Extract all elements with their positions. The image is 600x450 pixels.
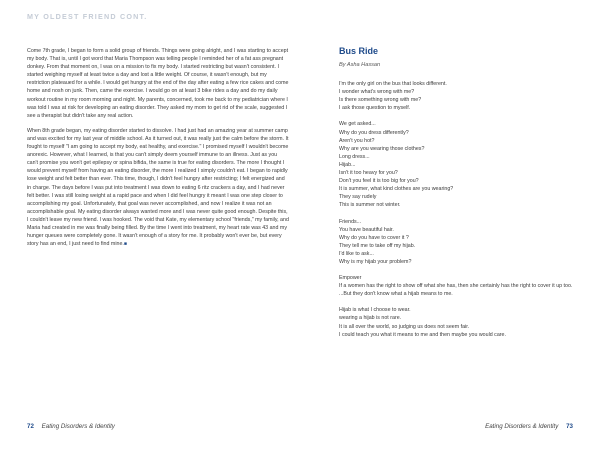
poem-line: Hijab...: [339, 161, 356, 168]
poem-line: I'd like to ask...: [339, 250, 374, 257]
poem-line: Hijab is what I choose to wear.: [339, 307, 411, 314]
poem-line: Friends...: [339, 218, 362, 225]
poem-line: I ask those question to myself.: [339, 105, 411, 112]
page-number: 73: [566, 423, 573, 430]
poem-line: I'm the only girl on the bus that looks different.: [339, 81, 447, 88]
poem-line: Why do you dress differently?: [339, 129, 409, 136]
essay-text: [27, 47, 289, 255]
poem-line: Why is my hijab your problem?: [339, 258, 412, 265]
footer-book-title: Eating Disorders & Identity: [485, 423, 559, 430]
right-page: [300, 0, 600, 450]
poem-line: ...But they don't know what a hijab means to me.: [339, 291, 453, 298]
end-of-article-icon: ■: [123, 241, 127, 248]
poem-line: We get asked...: [339, 121, 376, 128]
poem-line: Long dress...: [339, 153, 370, 160]
poem-line: Empower: [339, 275, 362, 282]
poem-line: Don't you feel it is too big for you?: [339, 178, 419, 185]
poem-stanza: [339, 274, 589, 298]
poem-line: If a women has the right to show off what she has, then she certainly has the right to cover it up too.: [339, 283, 573, 290]
poem-line: Why are you wearing those clothes?: [339, 145, 425, 152]
essay-paragraph: When 8th grade began, my eating disorder started to dissolve. I had just had an amazing year at summer camp and was excited for my last year of middle school. As it turned out, it was really just the calm before the storm. It fought to myself "I am going to accept my body, eat healthy, and exercise." I promised myself I wouldn't become anorexic. However, what I learned, is that you can't simply deem yourself immune to an illness. Just as you can't promise you won't get epilepsy or spina bifida, the same is true for eating disorders. The more I thought I would prevent myself from having an eating disorder, the more I realized I simply couldn't eat. I began to rapidly lose weight and felt better than ever. This time, though, I didn't feel hungry after restricting; I felt energized and in charge. The days before I was put into treatment I was down to eating 6 ritz crackers a day, and I had never felt better. I was still losing weight at a rapid pace and when I did feel hungry it meant I was one step closer to accomplishing my goal. Unfortunately, that goal was never accomplished, and now I realize it was not an accomplishable goal. My eating disorder always wanted more and I was never quite good enough. Despite this, I couldn't leave my new friend. I was hooked. The void that Kate, my elementary school "friends," my family, and Maria had created in me was finally being filled. By the time I went into treatment, my heart rate was 43 and my hunger queues were completely gone. It wasn't enough of a story for me. It probably won't ever be, but every story has an end, I just need to find mine.■: [27, 127, 289, 248]
page-number: 72: [27, 423, 34, 430]
poem-line: I wonder what's wrong with me?: [339, 89, 415, 96]
running-head: MY OLDEST FRIEND CONT.: [27, 12, 148, 21]
poem-line: It is all over the world, so judging us does not seem fair.: [339, 323, 470, 330]
poem-line: wearing a hijab is not rare.: [339, 315, 402, 322]
poem-line: They say rudely: [339, 194, 377, 201]
poem-line: It is summer, what kind clothes are you wearing?: [339, 186, 454, 193]
poem-stanza: [339, 80, 589, 112]
poem-stanzas: [339, 80, 589, 339]
poem-byline: By Asha Hassan: [339, 62, 381, 68]
poem-title: Bus Ride: [339, 46, 379, 56]
poem-stanza: [339, 120, 589, 209]
poem-line: This is summer not winter.: [339, 202, 401, 209]
poem-line: I could teach you what it means to me and then maybe you would care.: [339, 331, 506, 338]
poem: [339, 46, 589, 347]
page-footer-left: [27, 423, 115, 430]
poem-stanza: [339, 218, 589, 267]
poem-line: Is there something wrong with me?: [339, 97, 422, 104]
essay-paragraph: Come 7th grade, I began to form a solid group of friends. Things were going alright, and I was starting to accept my body. That is, until I got word that Maria Thompson was telling people I reminded her of a fat ass pregnant donkey. From that moment on, I was on a mission to fix my body. I started restricting but wasn't consistent. I started weighing myself at least twice a day and lost a little weight. Of course, it wasn't enough, but my restriction plateaued for a while. I would get hungry at the end of the day after eating a few rice cakes and come home and nosh on junk. Then, came the exercise. I would go on at least 3 bike rides a day and do my daily workout routine in my room morning and night. My parents, concerned, took me back to my pediatrician where I was told I was at risk for developing an eating disorder. They asked my mom to get rid of the scale, suggested I see a therapist but didn't take any real action.: [27, 48, 289, 119]
poem-line: Aren't you hot?: [339, 137, 375, 144]
footer-book-title: Eating Disorders & Identity: [41, 423, 115, 430]
poem-line: You have beautiful hair.: [339, 226, 394, 233]
poem-line: Isn't it too heavy for you?: [339, 170, 398, 177]
page-footer-right: [485, 423, 573, 430]
poem-stanza: [339, 306, 589, 338]
poem-line: Why do you have to cover it ?: [339, 234, 409, 241]
poem-line: They tell me to take off my hijab.: [339, 242, 416, 249]
